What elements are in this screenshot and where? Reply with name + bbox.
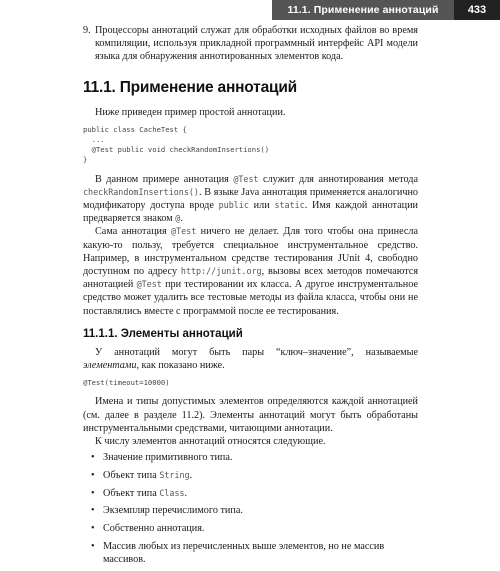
inline-code: static <box>274 200 305 211</box>
inline-code: @ <box>175 213 181 224</box>
page-content <box>83 24 418 571</box>
code-line: @Test public void checkRandomInsertions() <box>83 145 270 155</box>
inline-code: http://junit.org <box>180 266 262 277</box>
code-line: ... <box>83 135 105 145</box>
section-heading: 11.1. Применение аннотаций <box>83 78 297 96</box>
list-item-number: 9. <box>83 25 91 36</box>
list-item: • Собственно аннотация. <box>83 522 418 535</box>
inline-code: String <box>159 469 190 480</box>
list-item-9 <box>83 24 418 64</box>
paragraph: К числу элементов аннотаций относятся следующие. <box>95 436 326 448</box>
inline-code: @Test <box>233 173 259 184</box>
inline-code: @Test <box>171 226 197 237</box>
code-block: @Test(timeout=10000) <box>83 378 170 388</box>
paragraph: У аннотаций могут быть пары “ключ–значение”, называемые элементами, как показано ниже. <box>83 346 418 372</box>
list-item-text: Процессоры аннотаций служат для обработки исходных файлов во время компиляции, используя прикладной программный интерфейс API модели языка для обнаружения аннотированных элементов кода. <box>95 25 418 63</box>
list-item: • Объект типа String. <box>83 469 418 482</box>
inline-code: checkRandomInsertions() <box>83 186 199 197</box>
running-header <box>272 0 500 20</box>
inline-code: @Test <box>136 279 162 290</box>
paragraph: В данном примере аннотация @Test служит для аннотирования метода checkRandomInsertions(). В языке Java аннотация применяется аналогично модификатору доступа вроде public или static. Имя каждой аннотации предваряется знаком @. <box>83 173 419 225</box>
list-item: • Экземпляр перечислимого типа. <box>83 504 418 517</box>
header-section-title: 11.1. Применение аннотаций <box>272 0 454 20</box>
bullet-list <box>83 451 418 566</box>
code-line: public class CacheTest { <box>83 124 187 134</box>
paragraph: Имена и типы допустимых элементов определяются каждой аннотацией (см. далее в разделе 11.2). Элементы аннотаций могут быть обработаны инструментальными средствами, читающими аннотации. <box>83 396 418 434</box>
intro-paragraph: Ниже приведен пример простой аннотации. <box>95 106 286 118</box>
list-item: • Объект типа Class. <box>83 487 418 500</box>
paragraph: Сама аннотация @Test ничего не делает. Для того чтобы она принесла какую-то пользу, требуется специальное инструментальное средство. Например, в инструментальном средстве тестирования JUnit 4, свободно доступном по адресу http://junit.org, вызовы всех методов помечаются аннотацией @Test при тестировании их класса. А другое инструментальное средство может удалить все тестовые методы из файла класса, чтобы они не поставлялись вместе с программой после ее тестирования. <box>83 226 419 317</box>
list-item: • Массив любых из перечисленных выше элементов, но не массив массивов. <box>83 540 418 566</box>
inline-code: public <box>218 200 249 211</box>
subsection-heading: 11.1.1. Элементы аннотаций <box>83 327 243 340</box>
inline-code: Class <box>159 487 185 498</box>
emphasis: элементами <box>83 360 137 372</box>
page-number: 433 <box>454 0 500 20</box>
code-line: } <box>83 155 88 165</box>
list-item: • Значение примитивного типа. <box>83 451 418 464</box>
code-block <box>83 125 418 166</box>
